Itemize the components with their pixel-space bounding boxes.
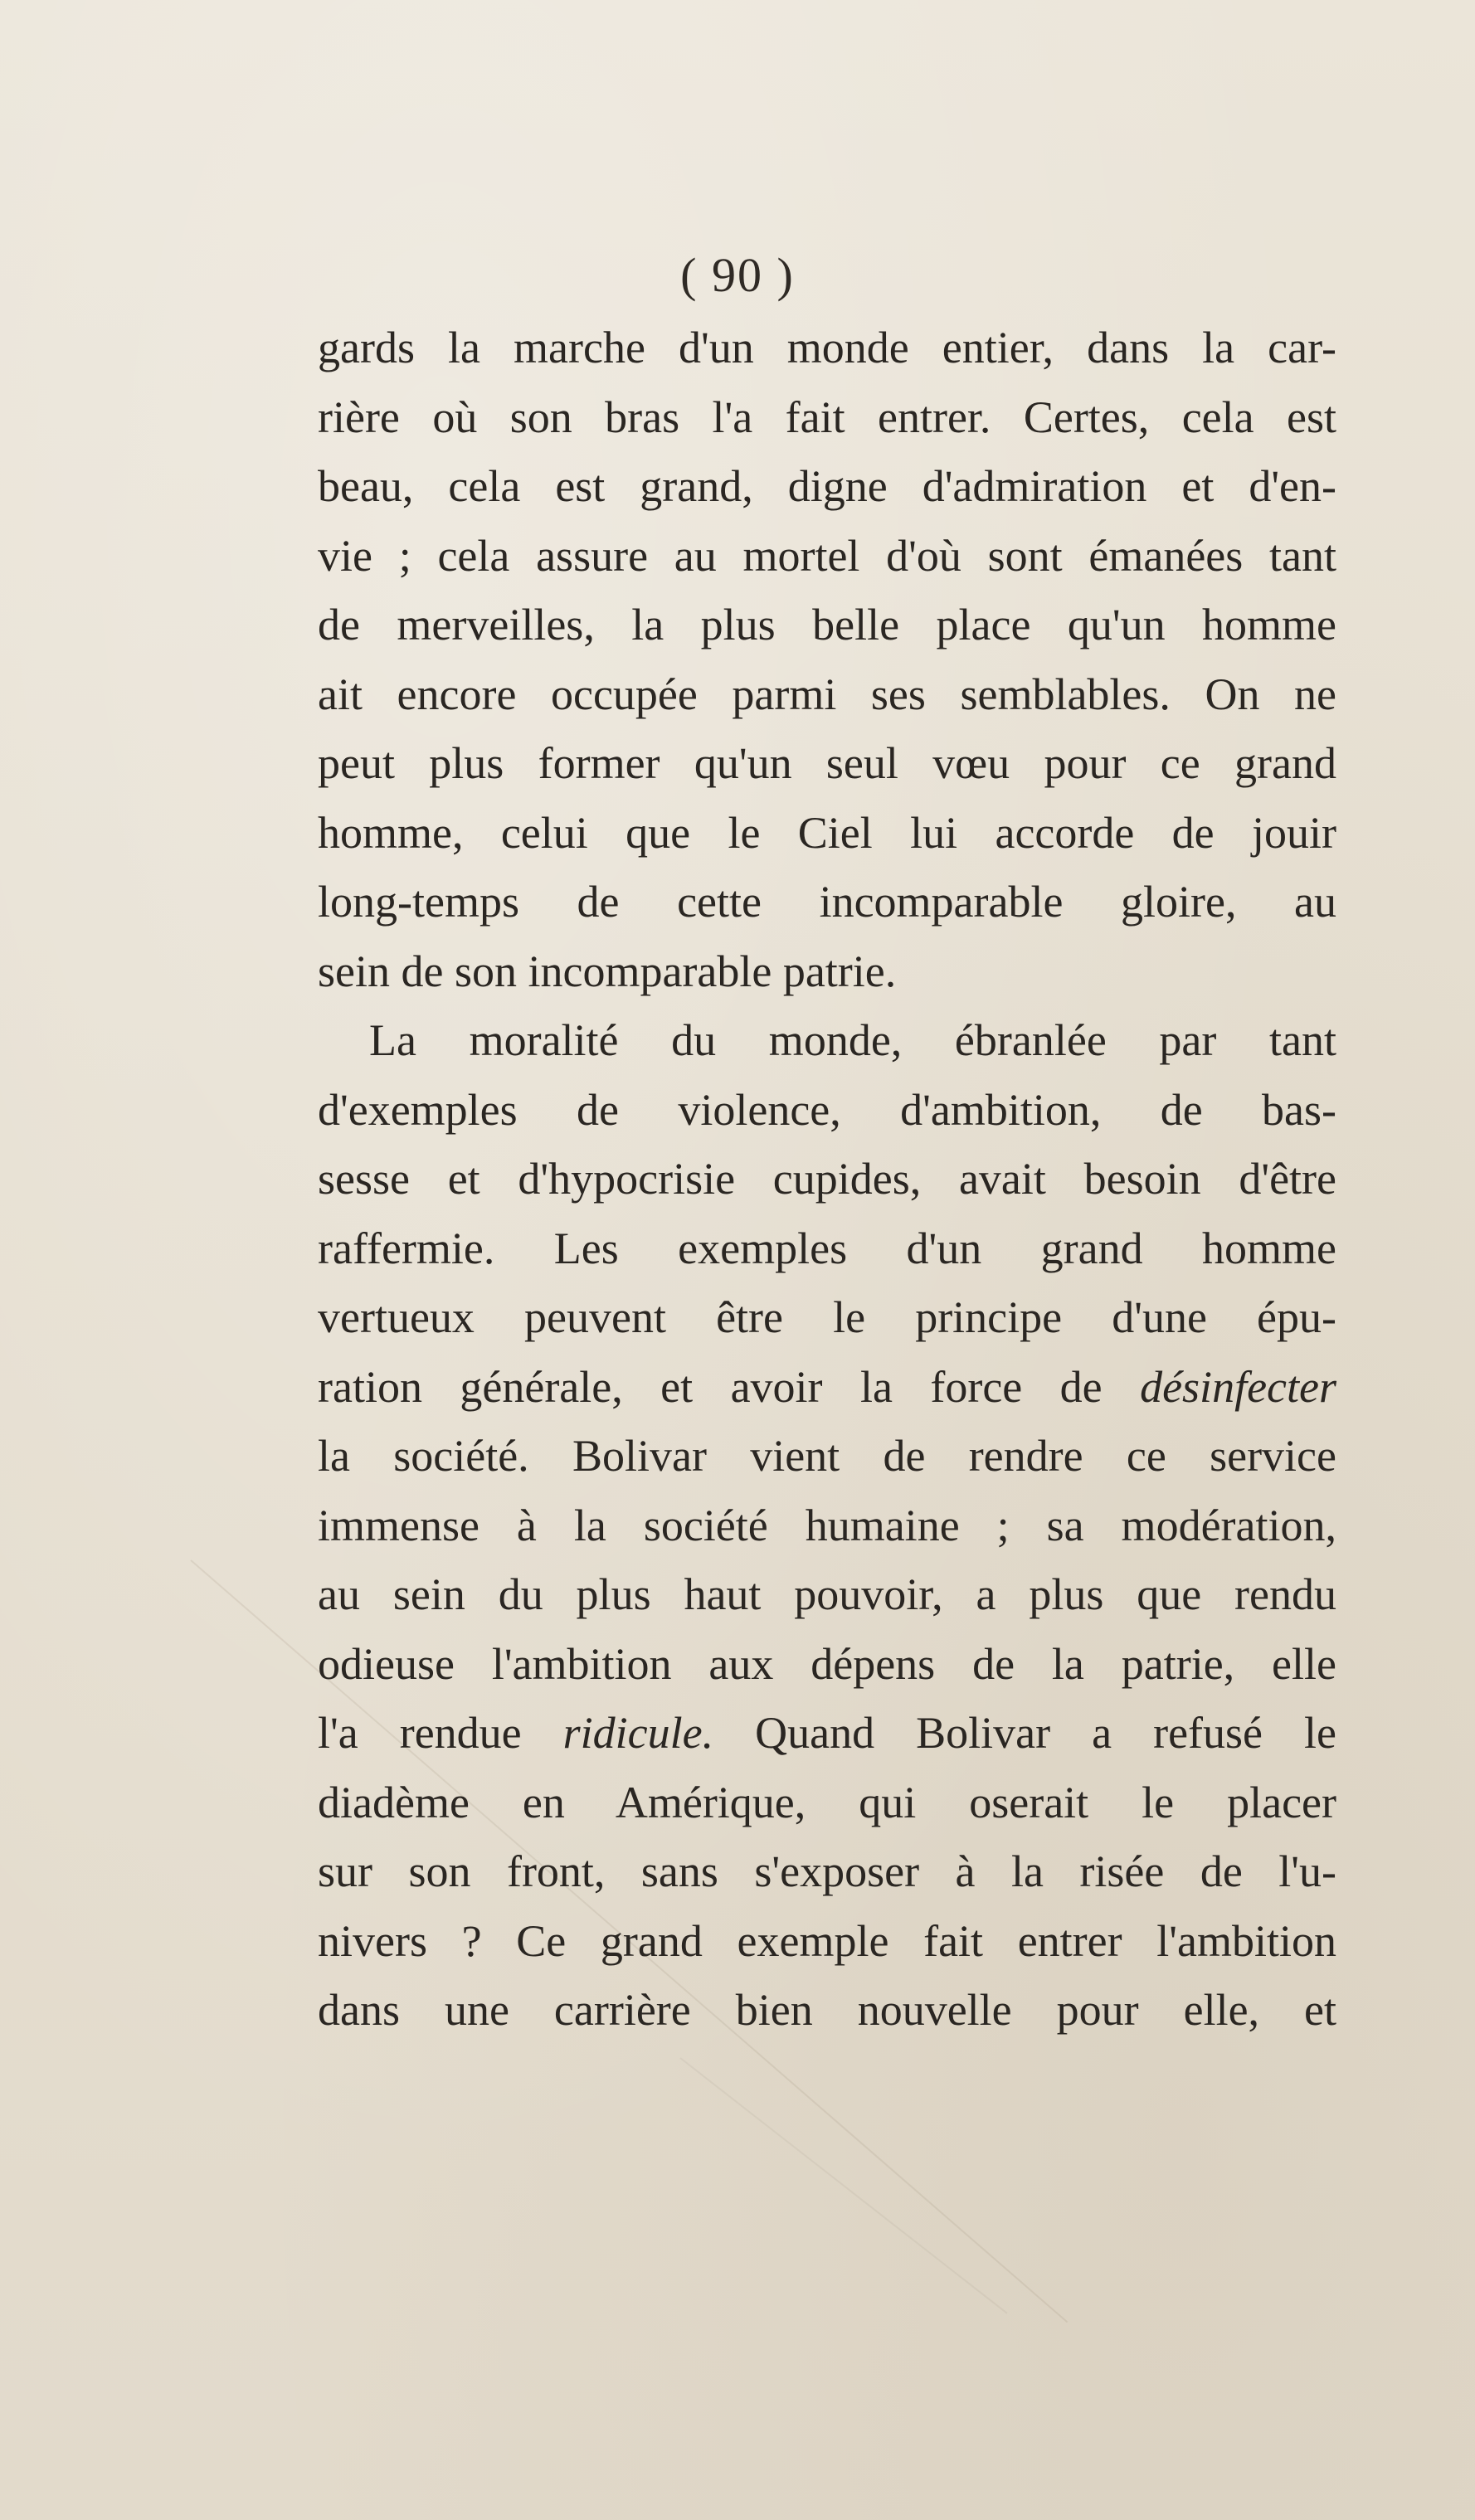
text-line: long-temps de cette incomparable gloire, au [318, 877, 1336, 927]
text-line: nivers ? Ce grand exemple fait entrer l'ambition [318, 1915, 1336, 1966]
page-number: ( 90 ) [680, 248, 795, 302]
text-line-with-italic [318, 1353, 1336, 1423]
italic-word: ridicule. [562, 1708, 714, 1758]
text-line-with-italic [318, 1699, 1336, 1768]
text-line: vie ; cela assure au mortel d'où sont émanées tant [318, 530, 1336, 581]
text-line: homme, celui que le Ciel lui accorde de jouir [318, 807, 1336, 858]
text-line: dans une carrière bien nouvelle pour elle, et [318, 1985, 1336, 2035]
body-text [318, 314, 1336, 2046]
text-line: au sein du plus haut pouvoir, a plus que rendu [318, 1569, 1336, 1619]
text-line: ait encore occupée parmi ses semblables. On ne [318, 669, 1336, 719]
paragraph-start-line: La moralité du monde, ébranlée par tant [369, 1015, 1336, 1065]
text-line: peut plus former qu'un seul vœu pour ce grand [318, 738, 1336, 788]
text-line: raffermie. Les exemples d'un grand homme [318, 1223, 1336, 1273]
text-segment: l'a rendue [318, 1708, 563, 1758]
text-segment: ration générale, et avoir la force de [318, 1361, 1141, 1412]
paper-crease [679, 2057, 1007, 2313]
text-segment: Quand Bolivar a refusé le [713, 1708, 1336, 1758]
italic-word: désinfecter [1140, 1361, 1336, 1412]
text-line: diadème en Amérique, qui oserait le placer [318, 1777, 1336, 1827]
text-line: gards la marche d'un monde entier, dans la car- [318, 323, 1336, 372]
text-line: sur son front, sans s'exposer à la risée de l'u- [318, 1846, 1336, 1896]
text-line: odieuse l'ambition aux dépens de la patrie, elle [318, 1638, 1336, 1689]
text-line: beau, cela est grand, digne d'admiration et d'en- [318, 461, 1336, 511]
text-line: sesse et d'hypocrisie cupides, avait besoin d'être [318, 1154, 1336, 1204]
text-line: d'exemples de violence, d'ambition, de bas- [318, 1084, 1336, 1135]
text-line: vertueux peuvent être le principe d'une épu- [318, 1292, 1336, 1342]
text-line: de merveilles, la plus belle place qu'un homme [318, 600, 1336, 649]
text-line: rière où son bras l'a fait entrer. Certes, cela est [318, 392, 1336, 442]
text-line: la société. Bolivar vient de rendre ce service [318, 1431, 1336, 1481]
text-line: immense à la société humaine ; sa modération, [318, 1500, 1336, 1550]
paragraph-end-line: sein de son incomparable patrie. [318, 946, 897, 996]
